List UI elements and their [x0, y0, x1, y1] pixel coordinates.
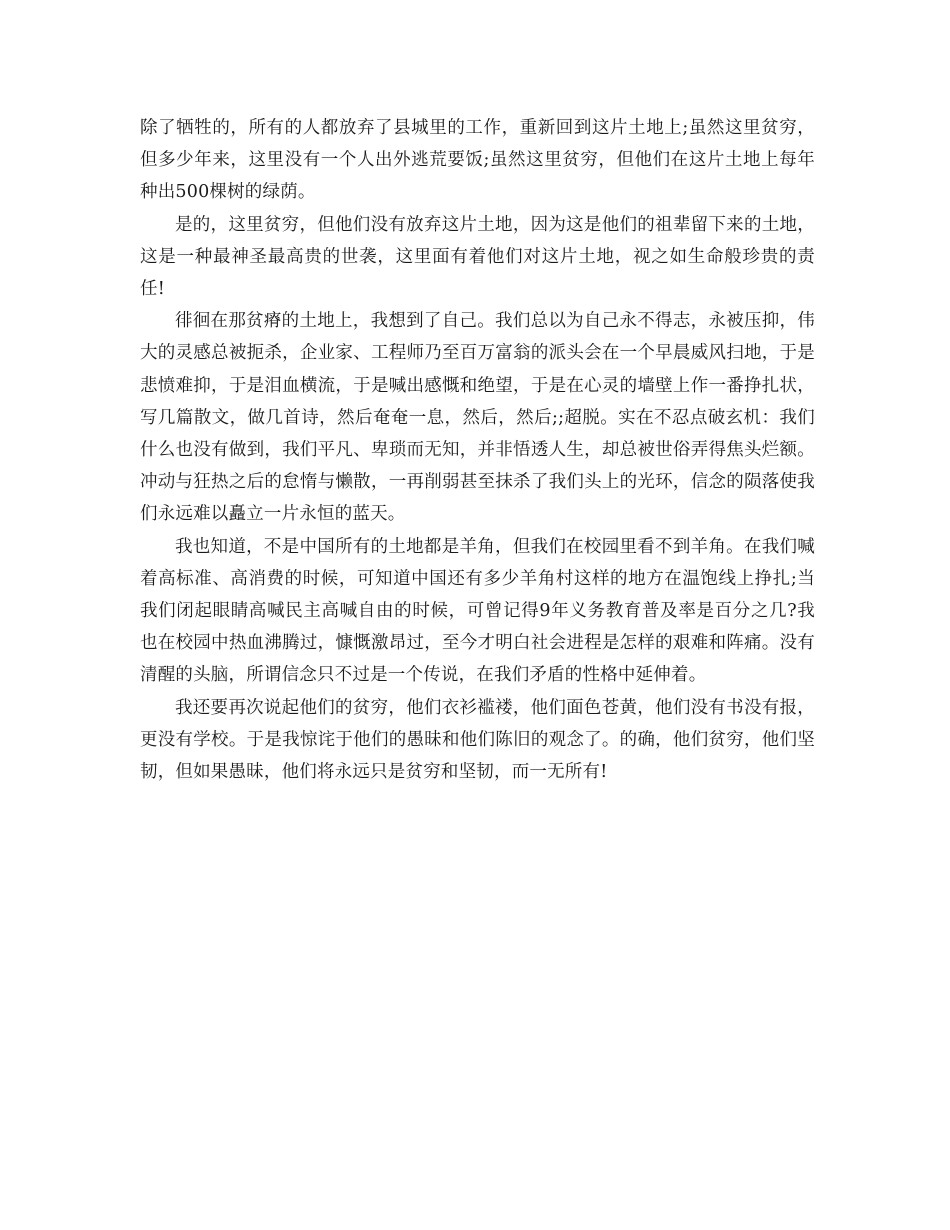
paragraph: 除了牺牲的，所有的人都放弃了县城里的工作，重新回到这片土地上;虽然这里贫穷，但多少年来，这里没有一个人出外逃荒要饭;虽然这里贫穷，但他们在这片土地上每年种出500棵树的绿荫。: [140, 118, 815, 203]
paragraph: 徘徊在那贫瘠的土地上，我想到了自己。我们总以为自己永不得志，永被压抑，伟大的灵感总被扼杀，企业家、工程师乃至百万富翁的派头会在一个早晨威风扫地，于是悲愤难抑，于是泪血横流，于是喊出感慨和绝望，于是在心灵的墙壁上作一番挣扎状，写几篇散文，做几首诗，然后奄奄一息，然后，然后;;超脱。实在不忍点破玄机：我们什么也没有做到，我们平凡、卑琐而无知，并非悟透人生，却总被世俗弄得焦头烂额。冲动与狂热之后的怠惰与懒散，一再削弱甚至抹杀了我们头上的光环，信念的陨落使我们永远难以矗立一片永恒的蓝天。: [140, 311, 815, 525]
document-body: [140, 112, 815, 788]
paragraph: 是的，这里贫穷，但他们没有放弃这片土地，因为这是他们的祖辈留下来的土地，这是一种最神圣最高贵的世袭，这里面有着他们对这片土地，视之如生命般珍贵的责任!: [140, 214, 815, 300]
paragraph: 我也知道，不是中国所有的土地都是羊角，但我们在校园里看不到羊角。在我们喊着高标准、高消费的时候，可知道中国还有多少羊角村这样的地方在温饱线上挣扎;当我们闭起眼睛高喊民主高喊自由的时候，可曾记得9年义务教育普及率是百分之几?我也在校园中热血沸腾过，慷慨激昂过，至今才明白社会进程是怎样的艰难和阵痛。没有清醒的头脑，所谓信念只不过是一个传说，在我们矛盾的性格中延伸着。: [140, 536, 815, 686]
paragraph: 我还要再次说起他们的贫穷，他们衣衫褴褛，他们面色苍黄，他们没有书没有报，更没有学校。于是我惊诧于他们的愚昧和他们陈旧的观念了。的确，他们贫穷，他们坚韧，但如果愚昧，他们将永远只是贫穷和坚韧，而一无所有!: [140, 697, 815, 783]
